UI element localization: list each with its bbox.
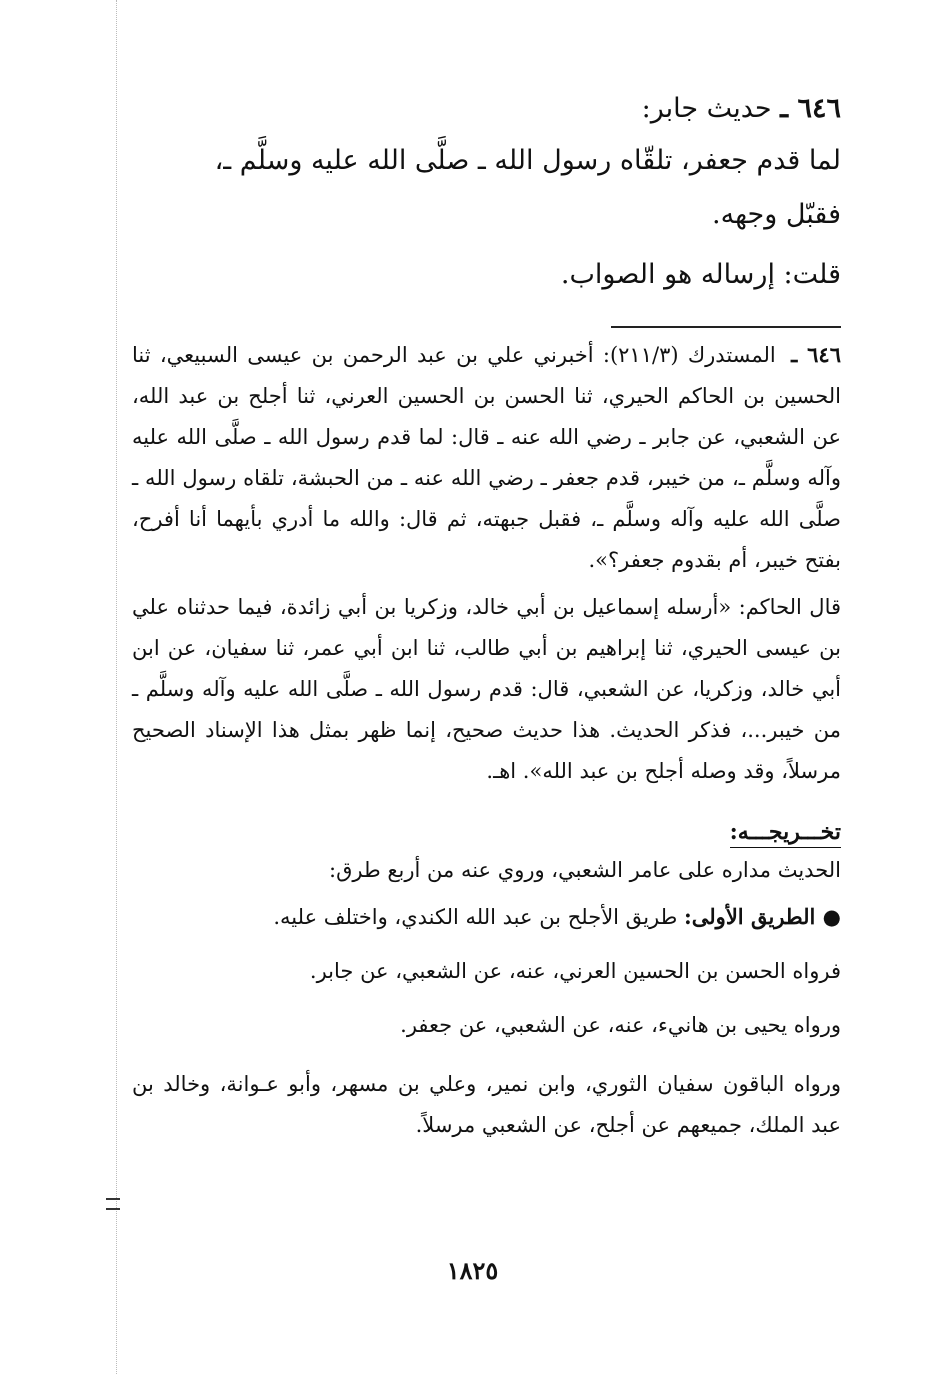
margin-mark [106,1198,120,1210]
takhrij-paragraph-3: ورواه الباقون سفيان الثوري، وابن نمير، وعلي بن مسهر، وأبو عـوانة، وخالد بن عبد الملك، جميعهم عن أجلح، عن الشعبي مرسلاً. [132,1072,841,1137]
takhrij-title: تخـــريجـــه: [132,814,841,850]
footnote-paragraph-2: قال الحاكم: «أرسله إسماعيل بن أبي خالد، وزكريا بن أبي زائدة، فيما حدثناه علي بن عيسى الحيري، ثنا إبراهيم بن أبي طالب، ثنا ابن أبي عمر، ثنا سفيان، عن ابن أبي خالد، وزكريا، عن الشعبي، قال: قدم رسول الله ـ صلَّى الله عليه وآله وسلَّم ـ من خيبر...، فذكر الحديث. هذا حديث صحيح، إنما ظهر بمثل هذا الإسناد الصحيح مرسلاً، وقد وصله أجلح بن عبد الله». اهـ. [132,595,841,783]
takhrij-intro: الحديث مداره على عامر الشعبي، وروي عنه من أربع طرق: [329,858,841,882]
first-path-label: ● الطريق الأولى: [684,904,841,929]
footnote-paragraph-1 [132,334,841,581]
footnote-number: ٦٤٦ ـ [791,342,841,367]
takhrij-paragraph-2: ورواه يحيى بن هانيء، عنه، عن الشعبي، عن جعفر. [400,1013,841,1037]
hadith-text-line-2: فقبّل وجهه. [712,199,841,230]
page-content [132,84,841,1146]
footnote [132,334,841,792]
first-path-text: طريق الأجلح بن عبد الله الكندي، واختلف عليه. [273,905,678,929]
binding-edge-line [116,0,117,1374]
first-path [132,890,841,944]
page-number: ١٨٢٥ [446,1256,499,1285]
takhrij-paragraph-1: فرواه الحسن بن الحسين العرني، عنه، عن الشعبي، عن جابر. [309,959,841,983]
footnote-source-text: المستدرك (٢١١/٣): أخبرني علي بن عبد الرحمن بن عيسى السبيعي، ثنا الحسين بن الحاكم الحيري، ثنا الحسن بن الحسين العرني، ثنا أجلح بن عبد الله، عن الشعبي، عن جابر ـ رضي الله عنه ـ قال: لما قدم رسول الله ـ صلَّى الله عليه وآله وسلَّم ـ، من خيبر، قدم جعفر ـ رضي الله عنه ـ من الحبشة، تلقاه رسول الله ـ صلَّى الله عليه وآله وسلَّم ـ، فقبل جبهته، ثم قال: والله ما أدري بأيهما أنا أفرح، بفتح خيبر، أم بقدوم جعفر؟». [132,343,841,572]
hadith-text-line-1: لما قدم جعفر، تلقّاه رسول الله ـ صلَّى الله عليه وسلَّم ـ، [214,145,841,176]
hadith-title: حديث جابر: [641,93,772,124]
hadith-heading [132,84,841,134]
hadith-number: ٦٤٦ ـ [780,93,841,124]
footnote-divider [611,326,841,328]
author-note: قلت: إرساله هو الصواب. [560,259,841,290]
